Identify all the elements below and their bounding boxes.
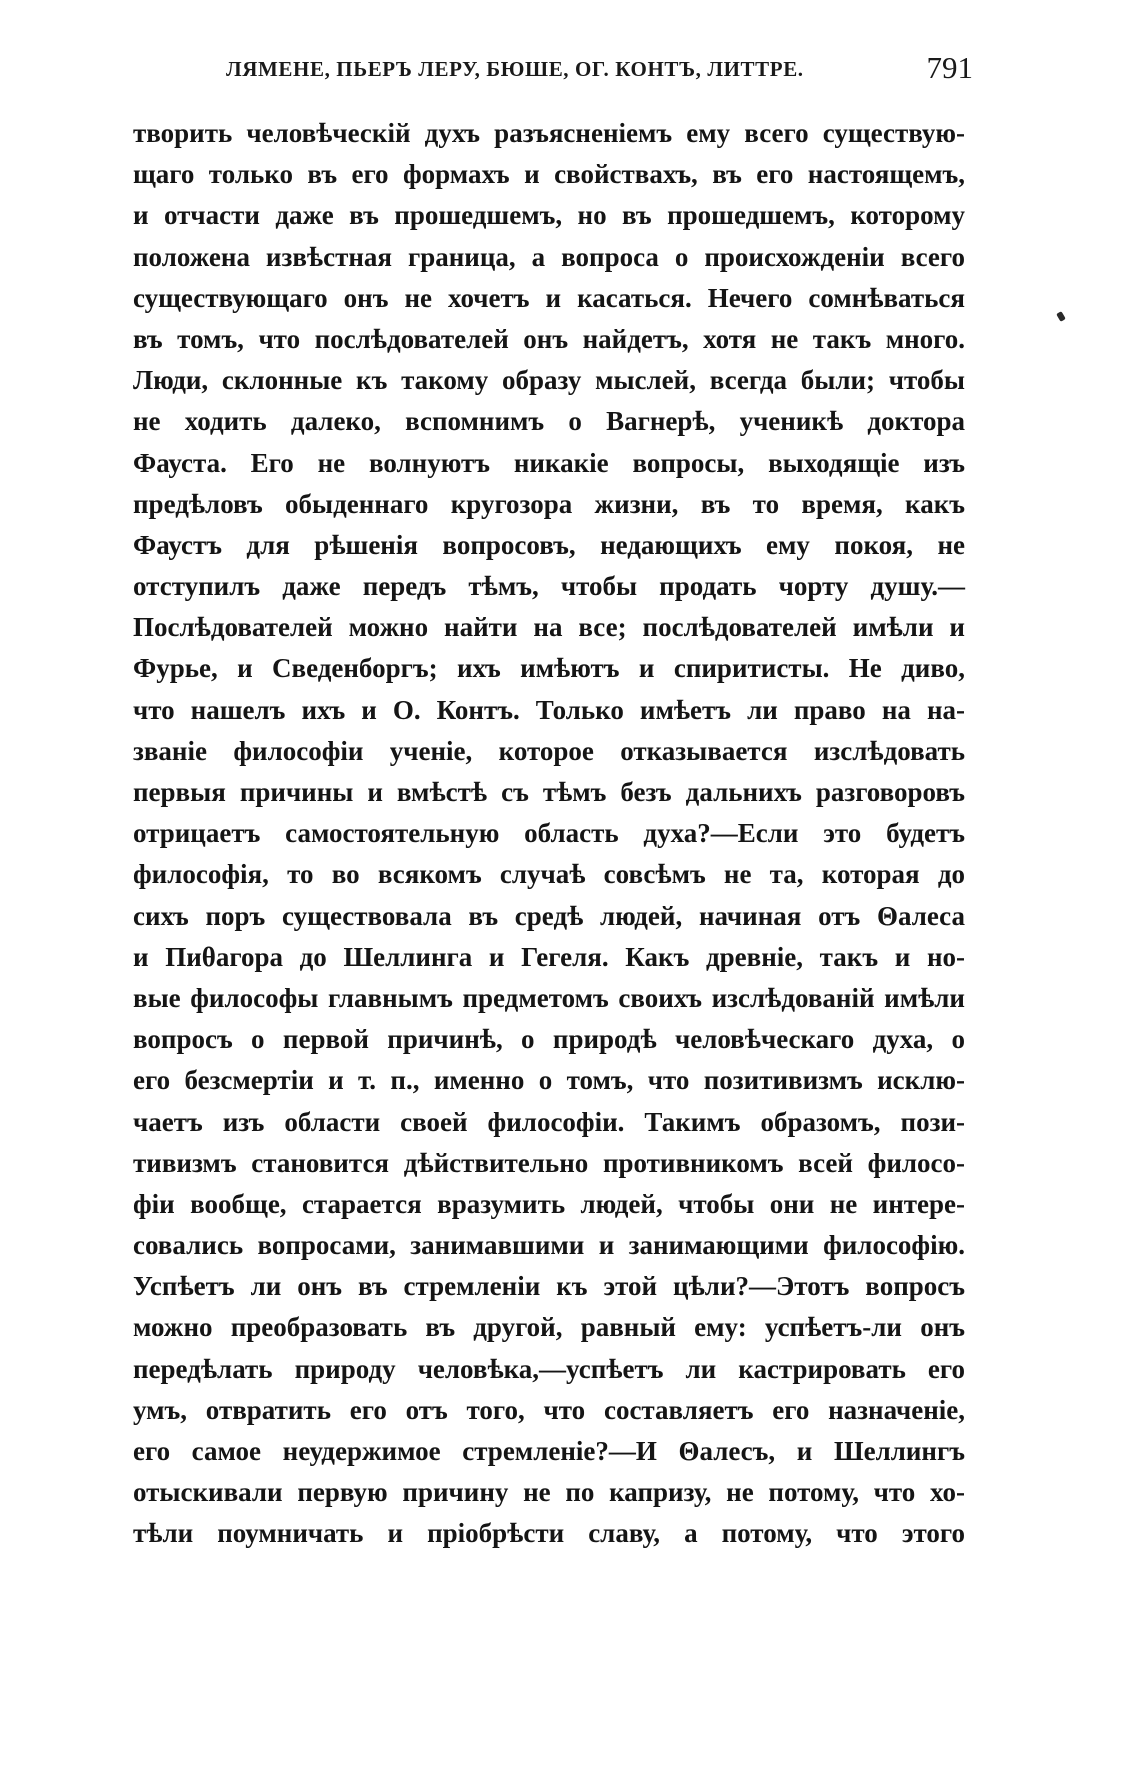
text-line: совались вопросами, занимавшими и занимающими философію. (133, 1230, 965, 1261)
stray-ink-mark (1056, 311, 1066, 322)
text-line: первыя причины и вмѣстѣ съ тѣмъ безъ дальнихъ разговоровъ (133, 777, 965, 807)
text-line: что нашелъ ихъ и О. Контъ. Только имѣетъ ли право на на- (133, 694, 965, 725)
text-line: тѣли поумничать и пріобрѣсти славу, а потому, что этого (133, 1518, 965, 1549)
text-line: щаго только въ его формахъ и свойствахъ, въ его настоящемъ, (133, 159, 965, 190)
text-line: его безсмертіи и т. п., именно о томъ, что позитивизмъ исклю- (133, 1065, 965, 1096)
text-line: въ томъ, что послѣдователей онъ найдетъ, хотя не такъ много. (133, 323, 965, 354)
text-line: предѣловъ обыденнаго кругозора жизни, въ то время, какъ (133, 488, 965, 519)
text-line: сихъ поръ существовала въ средѣ людей, начиная отъ Θалеса (133, 900, 965, 931)
text-line: Послѣдователей можно найти на все; послѣдователей имѣли и (133, 612, 965, 643)
text-line: и Пиθагора до Шеллинга и Гегеля. Какъ древніе, такъ и но- (133, 941, 965, 972)
text-line: фіи вообще, старается вразумить людей, чтобы они не интере- (133, 1188, 965, 1219)
body-text (133, 113, 965, 1555)
text-line: и отчасти даже въ прошедшемъ, но въ прошедшемъ, которому (133, 200, 965, 231)
text-line: философія, то во всякомъ случаѣ совсѣмъ не та, которая до (133, 859, 965, 890)
text-line: существующаго онъ не хочетъ и касаться. Нечего сомнѣваться (133, 282, 965, 313)
text-line: Фауста. Его не волнуютъ никакіе вопросы, выходящіе изъ (133, 447, 965, 478)
text-line: творить человѣческій духъ разъясненіемъ ему всего существую- (133, 118, 965, 148)
page-number: 791 (926, 50, 973, 85)
text-line: вопросъ о первой причинѣ, о природѣ человѣческаго духа, о (133, 1024, 965, 1055)
text-line: чаетъ изъ области своей философіи. Такимъ образомъ, пози- (133, 1106, 965, 1137)
text-line: можно преобразовать въ другой, равный ему: успѣетъ-ли онъ (133, 1312, 965, 1343)
text-line: его самое неудержимое стремленіе?—И Θалесъ, и Шеллингъ (133, 1436, 965, 1466)
running-title: ЛЯМЕНЕ, ПЬЕРЪ ЛЕРУ, БЮШЕ, ОГ. КОНТЪ, ЛИТТРЕ. (226, 57, 804, 81)
text-line: отыскивали первую причину не по капризу, не потому, что хо- (133, 1477, 965, 1508)
text-line: Фаустъ для рѣшенія вопросовъ, недающихъ ему покоя, не (133, 529, 965, 560)
text-line: умъ, отвратить его отъ того, что составляетъ его назначеніе, (133, 1394, 965, 1425)
text-line: отступилъ даже передъ тѣмъ, чтобы продать чорту душу.— (133, 571, 965, 602)
text-line: передѣлать природу человѣка,—успѣетъ ли кастрировать его (133, 1353, 965, 1384)
text-line: отрицаетъ самостоятельную область духа?—Если это будетъ (133, 818, 965, 849)
text-line: званіе философіи ученіе, которое отказывается изслѣдовать (133, 735, 965, 766)
text-line: Люди, склонные къ такому образу мыслей, всегда были; чтобы (133, 365, 965, 396)
text-line: Фурье, и Сведенборгъ; ихъ имѣютъ и спиритисты. Не диво, (133, 653, 965, 684)
text-line: положена извѣстная граница, а вопроса о происхожденіи всего (133, 241, 965, 272)
text-line: тивизмъ становится дѣйствительно противникомъ всей филосо- (133, 1147, 965, 1178)
text-line: Успѣетъ ли онъ въ стремленіи къ этой цѣли?—Этотъ вопросъ (133, 1271, 965, 1302)
running-head (215, 50, 973, 90)
text-line: вые философы главнымъ предметомъ своихъ изслѣдованій имѣли (133, 982, 965, 1013)
text-line: не ходить далеко, вспомнимъ о Вагнерѣ, ученикѣ доктора (133, 406, 965, 437)
